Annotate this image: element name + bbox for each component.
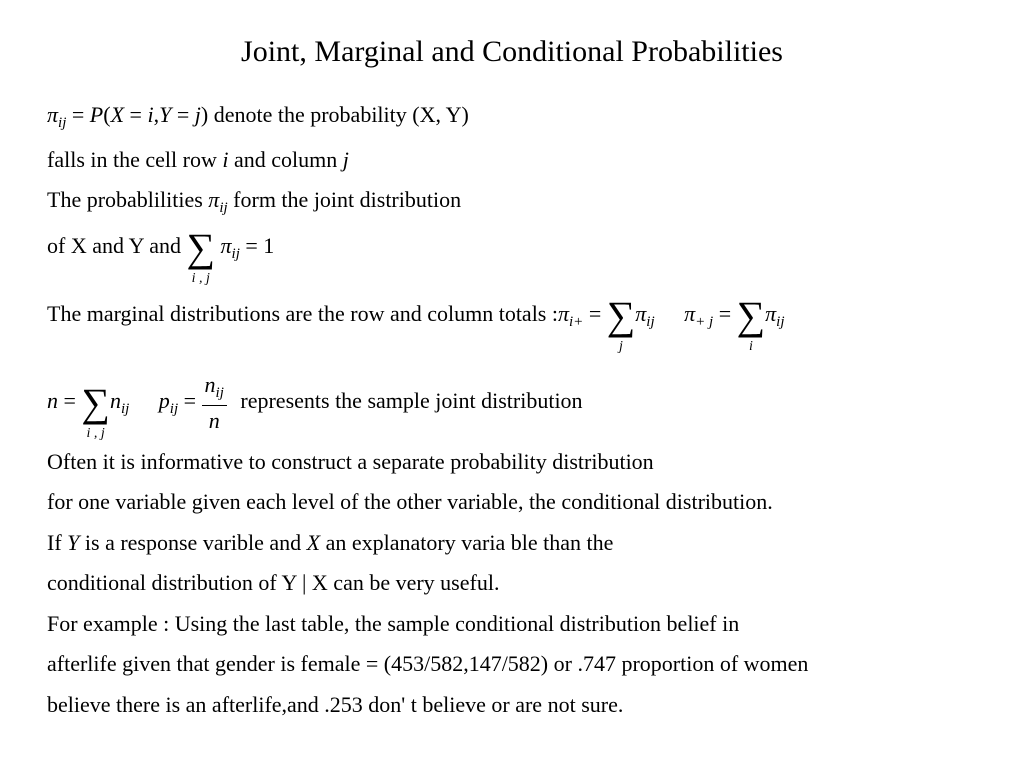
slide-title: Joint, Marginal and Conditional Probabilities: [241, 35, 783, 68]
equals-sign: =: [588, 301, 602, 327]
line-text: and column: [228, 147, 343, 172]
subscript: ij: [215, 385, 224, 401]
sample-joint-distribution: [47, 372, 583, 441]
var-i: i: [222, 147, 229, 172]
sigma-symbol: ∑: [736, 293, 766, 338]
comma: ,: [153, 102, 160, 127]
summation: [736, 293, 766, 354]
sigma-symbol: ∑: [81, 380, 110, 425]
equals-sign: =: [63, 388, 76, 414]
text-line-13: believe there is an afterlife,and .253 don' t believe or are not sure.: [47, 692, 624, 717]
text-line-12: afterlife given that gender is female = (453/582,147/582) or .747 proportion of women: [47, 651, 809, 676]
var-n: n: [109, 388, 121, 414]
var-j: j: [194, 102, 201, 127]
line-text: denote the probability (X, Y): [208, 102, 469, 127]
var-x: X: [110, 102, 125, 127]
text-line-10: conditional distribution of Y | X can be very useful.: [47, 570, 500, 595]
subscript: ij: [219, 200, 228, 216]
var-x: X: [306, 530, 321, 555]
line-text: an explanatory varia ble than the: [320, 530, 614, 555]
sigma-symbol: ∑: [186, 225, 216, 270]
pi-symbol: π: [47, 102, 59, 127]
summation-index: i: [748, 339, 753, 354]
equals-sign: =: [183, 388, 197, 414]
joint-probability-definition: [47, 101, 469, 137]
subscript: ij: [58, 115, 67, 131]
summation: [81, 380, 110, 441]
var-y: Y: [159, 102, 172, 127]
line-text: falls in the cell row: [47, 147, 223, 172]
subscript: + j: [695, 314, 714, 331]
cell-description: [47, 146, 349, 174]
pi-symbol: π: [220, 233, 232, 259]
summation-index: i , j: [191, 271, 210, 286]
subscript: ij: [120, 401, 130, 418]
line-text: form the joint distribution: [227, 187, 462, 212]
equals-sign: =: [176, 102, 190, 127]
summation: [186, 225, 216, 286]
summation: [606, 293, 636, 354]
var-n: n: [47, 388, 58, 414]
equals-sign: =: [129, 102, 142, 127]
fraction-numerator: [202, 374, 227, 406]
sigma-symbol: ∑: [606, 293, 636, 338]
text-line-9: [47, 529, 613, 557]
equals-sign: =: [718, 301, 732, 327]
line-text: = 1: [239, 233, 275, 259]
summation-index: j: [619, 339, 623, 354]
line-text: The marginal distributions are the row and column totals :: [47, 301, 558, 327]
equals-sign: =: [71, 102, 85, 127]
subscript: ij: [231, 246, 240, 263]
var-p: p: [158, 388, 170, 414]
line-text: If: [47, 530, 68, 555]
fraction-denominator: n: [208, 408, 220, 433]
pi-symbol: π: [208, 187, 220, 212]
joint-distribution-statement: [47, 186, 461, 222]
paren-open: (: [103, 102, 111, 127]
line-text: of X and Y and: [47, 233, 187, 259]
line-text: represents the sample joint distribution: [240, 388, 583, 414]
summation-index: i , j: [86, 426, 105, 441]
text-line-11: For example : Using the last table, the sample conditional distribution belief in: [47, 611, 740, 636]
text-line-8: for one variable given each level of the other variable, the conditional distribution.: [47, 489, 773, 514]
pi-symbol: π: [684, 301, 696, 327]
pi-symbol: π: [765, 301, 777, 327]
var-j: j: [342, 147, 349, 172]
var-y: Y: [67, 530, 80, 555]
paren-close: ): [200, 102, 209, 127]
subscript: ij: [776, 314, 785, 331]
sum-to-one-statement: [47, 225, 275, 286]
line-text: The probablilities: [47, 187, 209, 212]
prob-p: P: [89, 102, 104, 127]
subscript: ij: [646, 314, 655, 331]
subscript: i+: [569, 314, 584, 331]
line-text: is a response varible and: [79, 530, 307, 555]
var-n: n: [204, 372, 216, 397]
var-i: i: [147, 102, 154, 127]
marginal-distributions: [47, 293, 785, 354]
text-line-7: Often it is informative to construct a separate probability distribution: [47, 449, 654, 474]
fraction: [202, 374, 227, 432]
subscript: ij: [169, 401, 179, 418]
pi-symbol: π: [557, 301, 570, 327]
pi-symbol: π: [635, 301, 647, 327]
